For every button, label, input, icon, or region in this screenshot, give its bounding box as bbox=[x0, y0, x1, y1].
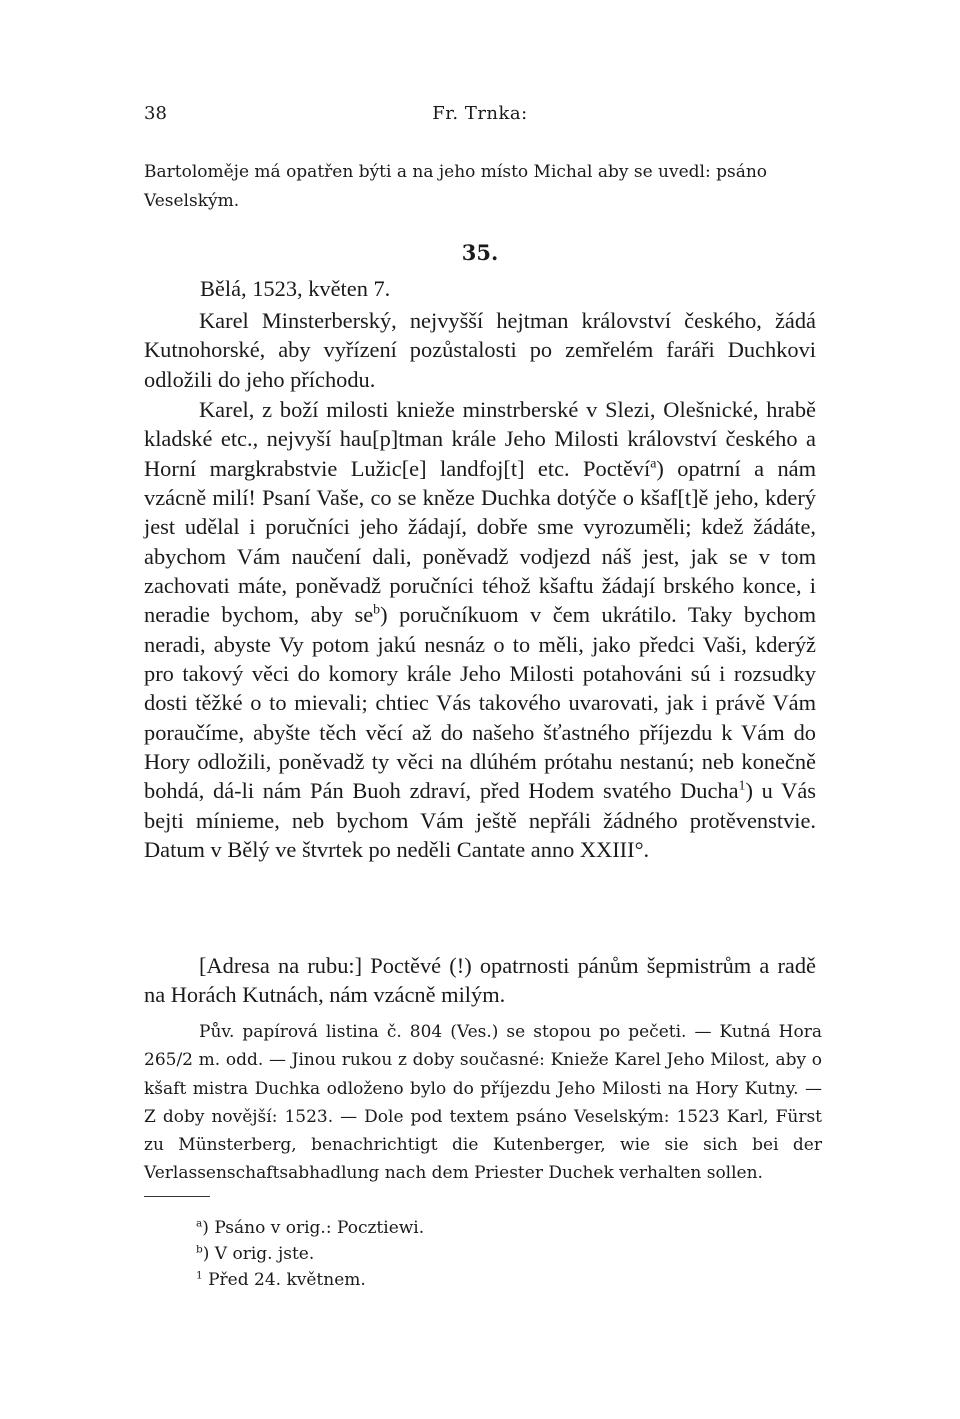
footnote-marker: b bbox=[373, 602, 381, 618]
footnote-marker: a bbox=[650, 456, 657, 472]
footnote-mark: b bbox=[196, 1243, 203, 1256]
source-notes: Pův. papírová listina č. 804 (Ves.) se stopou po pečeti. — Kutná Hora 265/2 m. odd. — Jinou rukou z doby současné: Knieže Karel Jeho Milost, aby o kšaft mistra Duchka odloženo bylo do příjezdu Jeho Milosti na Hory Kutny. — Z doby novější: 1523. — Dole pod textem psáno Veselským: 1523 Karl, Fürst zu Münsterberg, benachrichtigt die Kutenberger, wie sie sich bei der Verlassenschaftsabhadlung nach dem Priester Duchek verhalten sollen. bbox=[144, 1022, 822, 1184]
footnote-text: ) Psáno v orig.: Pocztiewi. bbox=[202, 1218, 425, 1238]
footnote-marker: 1 bbox=[738, 779, 746, 794]
footnote bbox=[196, 1267, 424, 1293]
letter-text-part: ) opatrní a nám vzácně milí! Psaní Vaše, co se kněze Duchka dotýče o kšaf[t]ě jeho, kderý jest udělal i poručníci jeho žádají, dobře sme vyrozuměli; kdež žádáte, abychom Vám naučení dali, poněvadž vodjezd náš jest, jak se v tom zachovati máte, poněvadž poručníci téhož kšaftu žádají brského konce, i neradie bychom, aby se bbox=[144, 455, 816, 628]
page-header bbox=[144, 103, 816, 133]
footnote bbox=[196, 1241, 424, 1267]
dateline: Bělá, 1523, květen 7. bbox=[200, 276, 391, 301]
footnote-text: ) V orig. jste. bbox=[202, 1244, 315, 1264]
footnote-text: Před 24. květnem. bbox=[202, 1270, 366, 1290]
footnote-divider bbox=[144, 1196, 210, 1197]
page-number: 38 bbox=[144, 103, 167, 124]
footnote bbox=[196, 1215, 424, 1241]
document-number: 35. bbox=[461, 240, 499, 265]
document-summary: Karel Minsterberský, nejvyšší hejtman království českého, žádá Kutnohorské, aby vyřízení pozůstalosti po zemřelém faráři Duchkovi odložili do jeho příchodu. bbox=[144, 308, 816, 392]
footnote-mark: a bbox=[196, 1217, 203, 1230]
letter-text bbox=[144, 395, 816, 865]
footnotes bbox=[196, 1215, 424, 1293]
letter-text-part: ) poručníkuom v čem ukrátilo. Taky bychom neradi, abyste Vy potom jakú nesnáz o to měli, jako předci Vaši, kderýž pro takový věci do komory krále Jeho Milosti potahováni sú i rozsudky dosti těžké o to mievali; chtiec Vás takového uvarovati, jak i právě Vám poraučíme, abyšte těch věcí až do našeho šťastného příjezdu k Vám do Hory odložili, poněvadž ty věci na dlúhém prótahu nestanú; neb konečně bohdá, dá-li nám Pán Buoh zdraví, před Hodem svatého Ducha bbox=[144, 602, 817, 804]
letter-text-part: ) u Vás bejti mínieme, neb bychom Vám ještě nepřáli žádného protěvenstvie. Datum v Bělý ve štvrtek po neděli Cantate anno XXIII°. bbox=[144, 778, 816, 863]
intro-paragraph: Bartoloměje má opatřen býti a na jeho místo Michal aby se uvedl: psáno Veselským. bbox=[144, 162, 768, 211]
running-head: Fr. Trnka: bbox=[432, 103, 528, 124]
footnote-mark: 1 bbox=[196, 1269, 203, 1282]
address-paragraph: [Adresa na rubu:] Poctěvé (!) opatrnosti pánům šepmistrům a radě na Horách Kutnách, nám vzácně milým. bbox=[144, 953, 816, 1008]
letter-text-part: Karel, z boží milosti knieže minstrberské v Slezi, Olešnické, hrabě kladské etc., nejvyší hau[p]tman krále Jeho Milosti království českého a Horní margkrabstvie Lužic[e] landfoj[t] etc. Poctěví bbox=[144, 397, 816, 481]
